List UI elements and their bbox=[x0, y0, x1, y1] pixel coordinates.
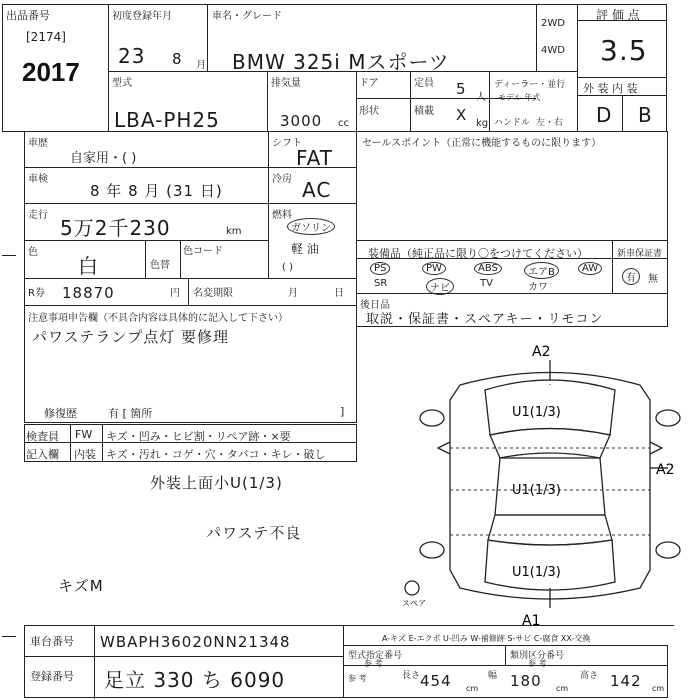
doors-label: ドア bbox=[359, 78, 379, 89]
ac-label: 冷房 bbox=[272, 174, 292, 185]
fuel-other: ( ) bbox=[282, 262, 293, 273]
width-value: 180 bbox=[510, 672, 542, 690]
height-value: 142 bbox=[610, 672, 642, 690]
inspection-value: 8 年 8 月 (31 日) bbox=[90, 182, 223, 200]
equip-leather: カワ bbox=[528, 282, 548, 293]
model-value: LBA-PH25 bbox=[114, 108, 220, 132]
handle-value: 左・右 bbox=[536, 118, 564, 128]
aftermarket-value: 取説・保証書・スペアキー・リモコン bbox=[366, 312, 604, 327]
yen-unit: 円 bbox=[170, 288, 180, 299]
label-a2-top: A2 bbox=[532, 344, 551, 360]
warranty-label: 新車保証書 bbox=[617, 249, 663, 259]
lot-label: 出品番号 bbox=[6, 9, 50, 22]
reg-label: 登録番号 bbox=[30, 670, 74, 683]
height-label: 高さ bbox=[580, 671, 599, 681]
notes-title: 注意事項申告欄（不具合内容は具体的に記入して下さい） bbox=[28, 313, 288, 324]
repair-close: ] bbox=[340, 405, 345, 418]
equipment-title: 装備品（純正品に限り〇をつけてください） bbox=[368, 247, 588, 260]
height-cm: cm bbox=[652, 684, 665, 693]
car-name: BMW 325i Mスポーツ bbox=[232, 50, 450, 74]
displacement-value: 3000 bbox=[280, 112, 323, 130]
name-change-month: 月 bbox=[288, 288, 298, 299]
drive-4wd: 4WD bbox=[541, 45, 565, 56]
length-value: 454 bbox=[420, 672, 452, 690]
length-cm: cm bbox=[466, 684, 479, 693]
capacity-value: 5 bbox=[456, 80, 467, 98]
color-value: 白 bbox=[78, 254, 99, 278]
displacement-label: 排気量 bbox=[271, 78, 301, 89]
inspector-label: 検査員 bbox=[26, 430, 59, 443]
length-label: 長さ bbox=[402, 671, 421, 681]
fuel-label: 燃料 bbox=[272, 210, 292, 221]
label-roof: U1(1/3) bbox=[512, 483, 561, 498]
int-label: 内装 bbox=[74, 448, 96, 461]
entry-label: 記入欄 bbox=[26, 448, 59, 461]
ext-grade: D bbox=[596, 103, 613, 127]
comment-3: キズM bbox=[58, 577, 104, 595]
drive-box bbox=[536, 4, 578, 72]
equip-ps: PS bbox=[370, 262, 390, 275]
capacity-label: 定員 bbox=[414, 78, 434, 89]
mileage-value: 5万2千230 bbox=[60, 216, 171, 240]
model-year-label: モデル 年式 bbox=[498, 93, 541, 102]
mileage-label: 走行 bbox=[28, 210, 48, 221]
fuel-gas: ガソリン bbox=[287, 218, 335, 235]
color-change-label: 色替 bbox=[150, 260, 170, 271]
first-reg-label: 初度登録年月 bbox=[112, 11, 172, 22]
seat-types: ディーラー・並行 bbox=[494, 80, 566, 90]
notes-text: パワステランプ点灯 要修理 bbox=[32, 328, 230, 346]
ref-1: 参 考 bbox=[364, 659, 383, 668]
score-label: 評 価 点 bbox=[596, 8, 640, 22]
color-label: 色 bbox=[28, 247, 38, 258]
repair-label: 修復歴 bbox=[44, 407, 77, 420]
lot-sub: [2174] bbox=[26, 30, 66, 44]
chassis-value: WBAPH36020NN21348 bbox=[100, 633, 291, 651]
first-reg-month: 8 bbox=[172, 50, 183, 68]
reg-value: 足立 330 ち 6090 bbox=[104, 668, 286, 692]
width-cm: cm bbox=[556, 684, 569, 693]
shift-value: FAT bbox=[296, 146, 334, 170]
sales-title: セールスポイント（正常に機能するものに限ります） bbox=[362, 138, 602, 149]
score-value: 3.5 bbox=[600, 34, 648, 67]
first-reg-year: 23 bbox=[118, 44, 146, 68]
chassis-label: 車台番号 bbox=[30, 635, 74, 648]
inspection-label: 車検 bbox=[28, 174, 48, 185]
usage-value: 自家用・( ) bbox=[70, 151, 137, 166]
label-a2-right: A2 bbox=[656, 462, 675, 478]
type-code-label: 型式指定番号 bbox=[348, 651, 403, 661]
equip-pw: PW bbox=[422, 262, 446, 275]
int-items: キズ・汚れ・コゲ・穴・タバコ・キレ・破し bbox=[106, 448, 326, 461]
warranty-yes: 有 bbox=[622, 268, 640, 285]
equip-navi: ナビ bbox=[426, 278, 454, 295]
int-grade: B bbox=[638, 103, 653, 127]
label-trunk: U1(1/3) bbox=[512, 565, 561, 580]
comment-1: 外装上面小U(1/3) bbox=[150, 474, 283, 492]
warranty-no: 無 bbox=[648, 274, 658, 285]
equip-aw: AW bbox=[578, 262, 602, 275]
width-label: 幅 bbox=[488, 671, 498, 681]
footer-legend: A-キズ E-エクボ U-凹み W-補修跡 S-サビ C-腐食 XX-交換 bbox=[382, 634, 591, 643]
handle-label: ハンドル bbox=[494, 118, 531, 128]
ac-value: AC bbox=[302, 178, 332, 202]
equip-airbag: エアB bbox=[524, 262, 559, 279]
comment-2: パワステ不良 bbox=[206, 524, 302, 542]
aftermarket-label: 後日品 bbox=[360, 300, 390, 311]
label-hood: U1(1/3) bbox=[512, 405, 561, 420]
car-name-label: 車名・グレード bbox=[212, 11, 282, 22]
label-spare: スペア bbox=[402, 599, 426, 608]
repair-value: 有 [ 箇所 bbox=[108, 407, 153, 420]
category-label: 類別区分番号 bbox=[510, 651, 565, 661]
load-label: 積載 bbox=[414, 106, 434, 117]
cc-unit: cc bbox=[338, 118, 349, 129]
fuel-diesel: 軽 油 bbox=[291, 242, 319, 256]
equip-abs: ABS bbox=[474, 262, 502, 275]
color-code-label: 色コード bbox=[183, 246, 223, 257]
load-unit: kg bbox=[476, 118, 489, 129]
name-change-day: 日 bbox=[334, 288, 344, 299]
drive-2wd: 2WD bbox=[541, 18, 565, 29]
ref-3: 参 考 bbox=[348, 674, 367, 683]
first-reg-month-unit: 月 bbox=[196, 60, 206, 71]
km-unit: km bbox=[226, 226, 242, 237]
load-value: X bbox=[456, 106, 468, 124]
lot-number: 2017 bbox=[22, 57, 80, 87]
shift-label: シフト bbox=[272, 138, 302, 149]
ref-2: 参 考 bbox=[528, 659, 547, 668]
capacity-unit: 人 bbox=[476, 92, 486, 103]
car-diagram bbox=[400, 340, 700, 630]
name-change-label: 名変期限 bbox=[193, 288, 233, 299]
shape-label: 形状 bbox=[359, 106, 379, 117]
fw-label: FW bbox=[75, 428, 93, 441]
recycle-label: R券 bbox=[28, 288, 45, 299]
ext-int-label: 外 装 内 装 bbox=[583, 82, 638, 95]
model-label: 型式 bbox=[112, 78, 132, 89]
recycle-value: 18870 bbox=[62, 284, 115, 302]
usage-label: 車歴 bbox=[28, 138, 48, 149]
ext-items: キズ・凹み・ヒビ割・リペア跡・×要 bbox=[106, 430, 291, 443]
label-a1: A1 bbox=[522, 613, 541, 629]
equip-tv: TV bbox=[480, 278, 493, 289]
equip-sr: SR bbox=[374, 278, 388, 289]
